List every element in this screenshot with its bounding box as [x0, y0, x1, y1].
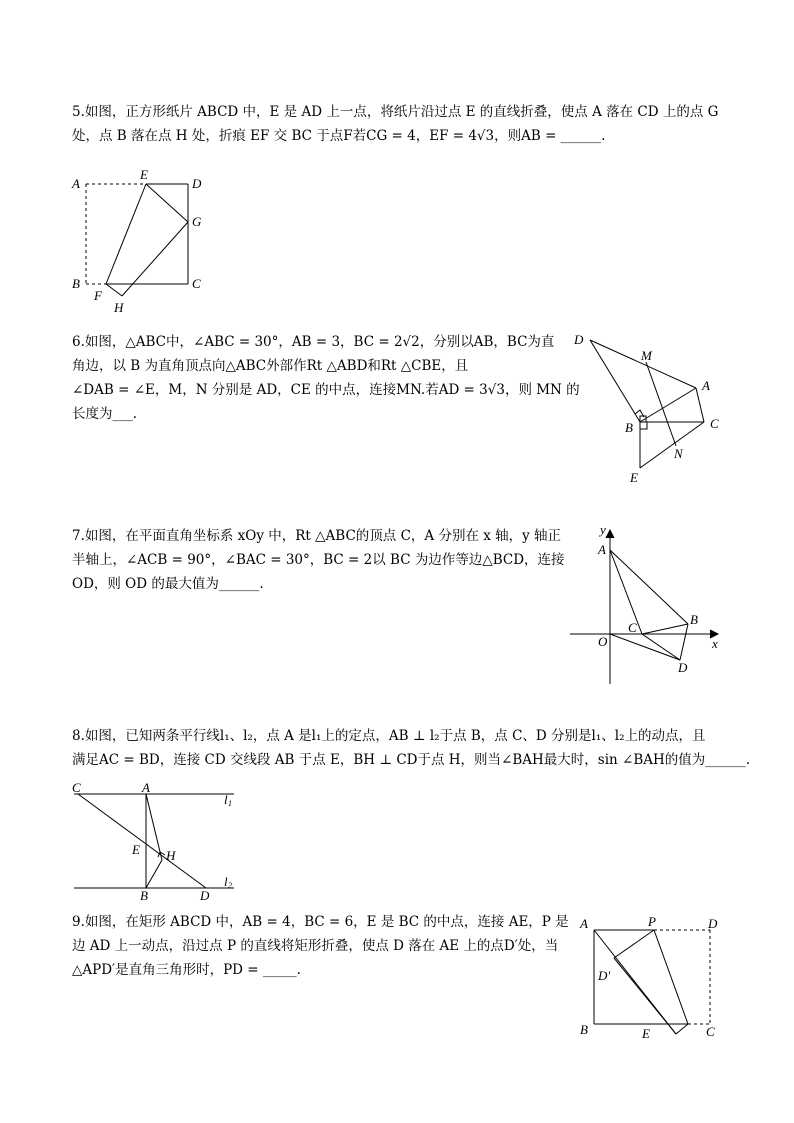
fig8-label-l1: l	[224, 792, 228, 807]
fig9-label-P: P	[648, 914, 656, 929]
figure-q7	[566, 518, 726, 690]
question-6-line-3: ∠DAB = ∠E，M，N 分别是 AD，CE 的中点，连接MN.若AD = 3√3，则 MN 的	[72, 382, 580, 398]
fig8-label-A: A	[142, 780, 150, 795]
figure-q5	[66, 166, 226, 318]
fig6-label-D: D	[574, 332, 584, 347]
question-7-line-3: OD，则 OD 的最大值为______.	[72, 576, 264, 592]
fig9-label-E: E	[642, 1026, 650, 1041]
question-6-line-1: 6.如图，△ABC中，∠ABC = 30°，AB = 3，BC = 2√2，分别以AB，BC为直	[72, 334, 555, 350]
fig6-label-A: A	[702, 378, 710, 393]
question-7-line-2: 半轴上，∠ACB = 90°，∠BAC = 30°，BC = 2以 BC 为边作等边△BCD，连接	[72, 552, 565, 568]
fig8-label-l2: l	[224, 874, 228, 889]
fig7-label-A: A	[598, 542, 606, 557]
question-6-line-4: 长度为___.	[72, 406, 138, 422]
question-6	[72, 330, 580, 426]
fig8-label-l2-sub: 2	[228, 881, 232, 890]
fig5-label-F: F	[94, 288, 102, 303]
fig5-label-H: H	[114, 300, 124, 315]
question-9-line-2: 边 AD 上一动点，沿过点 P 的直线将矩形折叠，使点 D 落在 AE 上的点D′处，当	[72, 938, 559, 954]
fig9-label-A: A	[580, 916, 588, 931]
fig6-label-C: C	[710, 416, 719, 431]
fig9-label-B: B	[580, 1022, 588, 1037]
question-9	[72, 910, 569, 982]
question-5-line-2: 处，点 B 落在点 H 处，折痕 EF 交 BC 于点F若CG = 4，EF = 4√3，则AB = ______.	[72, 128, 606, 144]
fig9-label-D: D	[708, 916, 718, 931]
fig8-label-l1-sub: 1	[228, 799, 232, 808]
fig6-label-M: M	[641, 348, 652, 363]
fig6-label-E: E	[630, 470, 638, 485]
question-8-line-1: 8.如图，已知两条平行线l₁、l₂，点 A 是l₁上的定点，AB ⊥ l₂于点 B，点 C、D 分别是l₁、l₂上的动点，且	[72, 728, 706, 744]
question-9-line-1: 9.如图，在矩形 ABCD 中，AB = 4，BC = 6，E 是 BC 的中点，连接 AE，P 是	[72, 914, 569, 930]
fig5-label-D: D	[192, 176, 202, 191]
fig7-label-C: C	[628, 620, 637, 635]
question-5-line-1: 5.如图，正方形纸片 ABCD 中，E 是 AD 上一点，将纸片沿过点 E 的直线折叠，使点 A 落在 CD 上的点 G	[72, 104, 719, 120]
fig8-label-D: D	[200, 888, 210, 902]
question-8-line-2: 满足AC = BD，连接 CD 交线段 AB 于点 E，BH ⊥ CD于点 H，则当∠BAH最大时，sin ∠BAH的值为______.	[72, 752, 751, 768]
fig7-label-O: O	[598, 634, 608, 649]
question-9-line-3: △APD′是直角三角形时，PD = _____.	[72, 962, 301, 978]
fig5-label-C: C	[192, 276, 201, 291]
figure-q8	[66, 780, 246, 902]
fig9-label-Dprime: D′	[598, 968, 611, 983]
fig8-label-H: H	[166, 848, 176, 863]
question-7-line-1: 7.如图，在平面直角坐标系 xOy 中，Rt △ABC的顶点 C，A 分别在 x 轴，y 轴正	[72, 528, 562, 544]
fig7-label-y: y	[600, 522, 606, 537]
fig9-label-C: C	[706, 1024, 715, 1039]
figure-q6	[568, 328, 728, 490]
fig8-label-E: E	[132, 842, 140, 857]
fig6-label-N: N	[674, 446, 683, 461]
fig5-label-B: B	[72, 276, 80, 291]
fig6-label-B: B	[625, 420, 633, 435]
question-5	[72, 100, 718, 148]
question-6-line-2: 角边，以 B 为直角顶点向△ABC外部作Rt △ABD和Rt △CBE，且	[72, 358, 469, 374]
fig8-label-B: B	[140, 888, 148, 902]
fig8-label-C: C	[72, 780, 81, 795]
question-7	[72, 524, 565, 596]
figure-q9	[576, 912, 730, 1044]
fig7-label-x: x	[712, 636, 718, 651]
fig5-label-G: G	[192, 214, 202, 229]
fig7-label-B: B	[690, 612, 698, 627]
fig5-label-E: E	[140, 167, 148, 182]
fig7-label-D: D	[678, 660, 688, 675]
question-8	[72, 724, 750, 772]
fig5-label-A: A	[72, 176, 80, 191]
